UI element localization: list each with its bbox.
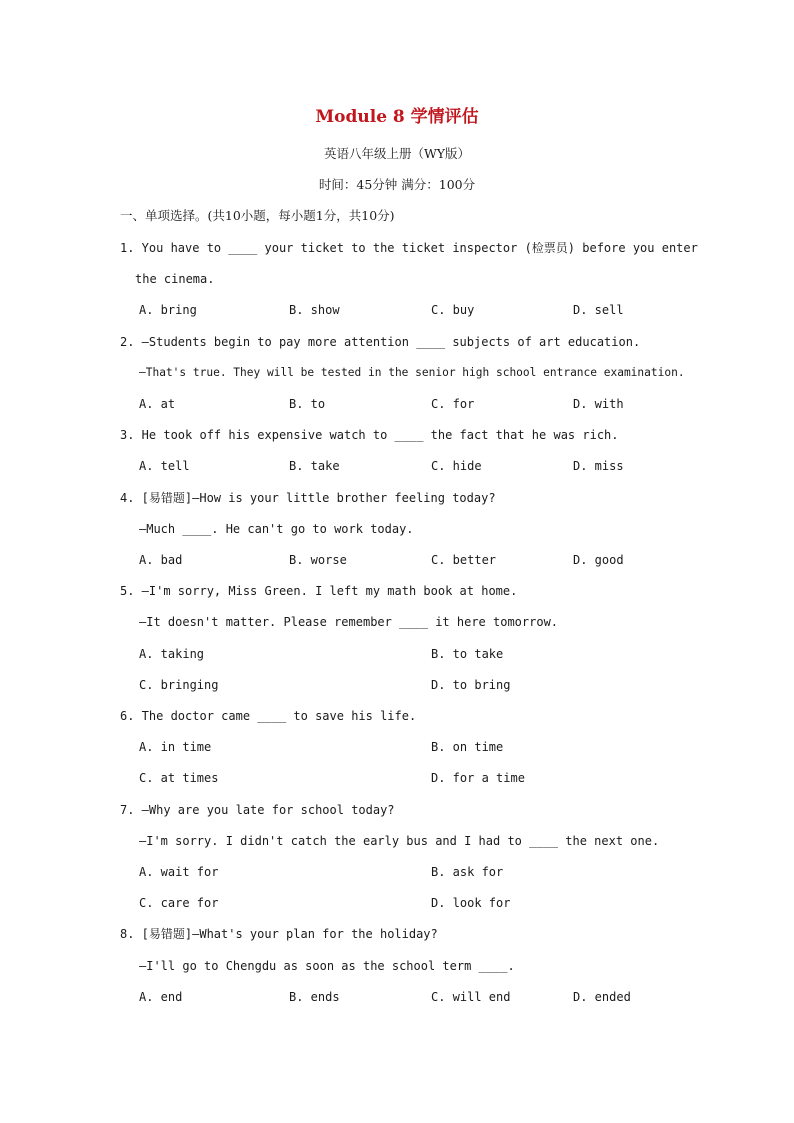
question-4-option-a: A. bad [139, 553, 183, 567]
question-5-option-d: D. to bring [431, 678, 511, 692]
section-heading: 一、单项选择。(共10小题，每小题1分，共10分) [120, 208, 395, 223]
question-3-option-b: B. take [289, 459, 340, 473]
question-3-option-d: D. miss [573, 459, 624, 473]
question-2-option-a: A. at [139, 397, 176, 411]
question-4-option-b: B. worse [289, 553, 347, 567]
question-6-option-b: B. on time [431, 740, 504, 754]
question-5-option-c: C. bringing [139, 678, 219, 692]
time-info: 时间：45分钟 满分：100分 [318, 177, 476, 192]
question-2-line-1: 2. —Students begin to pay more attention ____ subjects of art education. [120, 335, 641, 349]
question-7-line-1: 7. —Why are you late for school today? [120, 803, 395, 817]
question-8-option-d: D. ended [573, 990, 631, 1004]
question-7-line-2: —I'm sorry. I didn't catch the early bus and I had to ____ the next one. [139, 834, 660, 848]
question-4-line-1: 4. [易错题]—How is your little brother feeling today? [120, 491, 496, 505]
question-5-line-1: 5. —I'm sorry, Miss Green. I left my math book at home. [120, 584, 518, 598]
question-7-option-c: C. care for [139, 896, 219, 910]
question-1-option-c: C. buy [431, 303, 475, 317]
question-7-option-d: D. look for [431, 896, 511, 910]
page-title: Module 8 学情评估 [315, 107, 479, 127]
question-4-line-2: —Much ____. He can't go to work today. [139, 522, 414, 536]
question-2-option-b: B. to [289, 397, 326, 411]
question-6-line-1: 6. The doctor came ____ to save his life. [120, 709, 417, 723]
question-8-line-2: —I'll go to Chengdu as soon as the school term ____. [139, 959, 515, 973]
question-2-line-2: —That's true. They will be tested in the senior high school entrance examination. [139, 366, 685, 379]
question-8-line-1: 8. [易错题]—What's your plan for the holiday? [120, 927, 438, 941]
question-1-line-2: the cinema. [135, 272, 215, 286]
question-2-option-d: D. with [573, 397, 624, 411]
question-3-line-1: 3. He took off his expensive watch to ____ the fact that he was rich. [120, 428, 619, 442]
question-4-option-d: D. good [573, 553, 624, 567]
question-1-option-d: D. sell [573, 303, 624, 317]
question-3-option-c: C. hide [431, 459, 482, 473]
question-4-option-c: C. better [431, 553, 497, 567]
question-1-option-b: B. show [289, 303, 340, 317]
question-8-option-b: B. ends [289, 990, 340, 1004]
question-6-option-d: D. for a time [431, 771, 525, 785]
question-1-option-a: A. bring [139, 303, 197, 317]
question-2-option-c: C. for [431, 397, 475, 411]
question-8-option-c: C. will end [431, 990, 511, 1004]
question-7-option-a: A. wait for [139, 865, 219, 879]
question-6-option-c: C. at times [139, 771, 219, 785]
question-7-option-b: B. ask for [431, 865, 504, 879]
page-subtitle: 英语八年级上册（WY版） [323, 146, 471, 161]
question-5-option-b: B. to take [431, 647, 504, 661]
question-5-line-2: —It doesn't matter. Please remember ____ it here tomorrow. [139, 615, 559, 629]
question-3-option-a: A. tell [139, 459, 190, 473]
question-6-option-a: A. in time [139, 740, 212, 754]
question-5-option-a: A. taking [139, 647, 205, 661]
question-1-line-1: 1. You have to ____ your ticket to the ticket inspector (检票员) before you enter [120, 241, 698, 255]
question-8-option-a: A. end [139, 990, 183, 1004]
